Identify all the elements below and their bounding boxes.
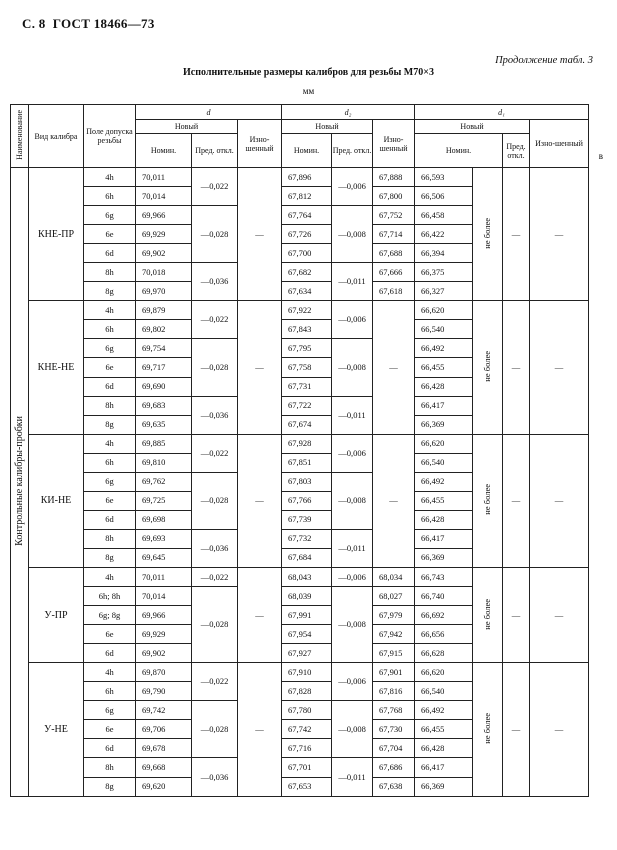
d2-new-header: Новый [282,120,373,134]
d2-worn-cell: — [373,301,415,434]
d2-nominal-cell: 67,726 [282,225,332,244]
tolerance-cell: 8h [84,529,136,548]
d-deviation-cell: —0,036 [192,263,238,301]
tolerance-cell: 6d [84,244,136,263]
tolerance-cell: 6h [84,320,136,339]
d2-nominal-cell: 67,896 [282,168,332,187]
d-nominal-cell: 69,885 [136,434,192,453]
d2-nominal-cell: 67,731 [282,377,332,396]
d2-worn-cell: 67,915 [373,644,415,663]
d1-nominal-cell: 66,369 [415,415,473,434]
d2-nominal-cell: 67,684 [282,548,332,567]
stray-mark: в [598,151,603,161]
d-worn-cell: — [238,301,282,434]
col-type-header: Вид калибра [29,105,84,168]
d-nominal-cell: 69,706 [136,720,192,739]
d1-worn-cell: — [530,567,589,662]
d2-nominal-cell: 67,795 [282,339,332,358]
d2-worn-cell: 67,816 [373,682,415,701]
d-nominal-cell: 69,698 [136,510,192,529]
d2-deviation-header: Пред. откл. [332,134,373,168]
gauge-type: КИ-НЕ [29,434,84,567]
d1-deviation-cell: — [503,301,530,434]
d2-deviation-cell: —0,008 [332,472,373,529]
d2-nominal-cell: 67,851 [282,453,332,472]
d-nominal-cell: 69,693 [136,529,192,548]
gauge-type: КНЕ-НЕ [29,301,84,434]
d2-deviation-cell: —0,011 [332,263,373,301]
d2-worn-cell: 67,901 [373,663,415,682]
tolerance-cell: 6g [84,472,136,491]
d2-nominal-cell: 67,764 [282,206,332,225]
d2-nominal-cell: 67,732 [282,529,332,548]
tolerance-cell: 6g [84,701,136,720]
d-nominal-cell: 69,966 [136,206,192,225]
d1-nominal-cell: 66,428 [415,739,473,758]
d1-deviation-header: Пред. откл. [503,134,530,168]
d-deviation-cell: —0,036 [192,758,238,796]
d1-nominal-cell: 66,455 [415,720,473,739]
d2-worn-cell: — [373,434,415,567]
tolerance-cell: 6g [84,206,136,225]
d2-worn-cell: 68,034 [373,567,415,586]
d2-deviation-cell: —0,011 [332,758,373,796]
d-nominal-cell: 69,929 [136,625,192,644]
tolerance-cell: 4h [84,663,136,682]
tolerance-cell: 6e [84,720,136,739]
d-nominal-cell: 69,802 [136,320,192,339]
d-nominal-cell: 69,742 [136,701,192,720]
d1-nominal-cell: 66,492 [415,472,473,491]
d-nominal-cell: 69,929 [136,225,192,244]
d-nominal-cell: 70,011 [136,168,192,187]
d-deviation-cell: —0,022 [192,567,238,586]
d1-note-cell: не более [473,434,503,567]
d2-worn-cell: 67,768 [373,701,415,720]
d-nominal-cell: 69,810 [136,453,192,472]
d2-nominal-cell: 67,991 [282,606,332,625]
tolerance-cell: 4h [84,301,136,320]
d2-deviation-cell: —0,006 [332,434,373,472]
d1-nominal-cell: 66,740 [415,587,473,606]
continuation-note: Продолжение табл. 3 [495,55,593,66]
col-d-header: d [136,105,282,120]
d2-worn-cell: 67,688 [373,244,415,263]
d-nominal-cell: 69,725 [136,491,192,510]
d-worn-cell: — [238,168,282,301]
d2-nominal-cell: 67,812 [282,187,332,206]
d1-deviation-cell: — [503,168,530,301]
d-nominal-cell: 69,754 [136,339,192,358]
col-d2-header: d₂ [282,105,415,120]
tolerance-cell: 6h [84,682,136,701]
tolerance-cell: 6g [84,339,136,358]
page-number: С. 8 [22,16,46,31]
tolerance-cell: 4h [84,567,136,586]
d2-nominal-cell: 67,682 [282,263,332,282]
table-head [11,105,589,168]
d2-nominal-cell: 67,716 [282,739,332,758]
d-nominal-cell: 70,014 [136,187,192,206]
d1-nominal-header: Номин. [415,134,503,168]
d1-nominal-cell: 66,369 [415,777,473,796]
d-nominal-cell: 69,678 [136,739,192,758]
d-deviation-cell: —0,036 [192,396,238,434]
d-deviation-cell: —0,028 [192,701,238,758]
d1-nominal-cell: 66,455 [415,491,473,510]
d2-deviation-cell: —0,008 [332,587,373,663]
d1-deviation-cell: — [503,434,530,567]
d2-worn-cell: 67,752 [373,206,415,225]
tolerance-cell: 6h [84,187,136,206]
d-deviation-cell: —0,022 [192,434,238,472]
d-deviation-cell: —0,028 [192,472,238,529]
d1-nominal-cell: 66,417 [415,529,473,548]
d2-worn-cell: 67,704 [373,739,415,758]
d-deviation-cell: —0,028 [192,339,238,396]
d-nominal-cell: 69,635 [136,415,192,434]
table-body [11,168,589,797]
tolerance-cell: 6h [84,453,136,472]
d2-worn-cell: 67,618 [373,282,415,301]
d2-nominal-cell: 67,843 [282,320,332,339]
d-deviation-cell: —0,028 [192,206,238,263]
d1-nominal-cell: 66,620 [415,663,473,682]
d2-nominal-cell: 67,803 [282,472,332,491]
tolerance-cell: 4h [84,434,136,453]
d-nominal-cell: 70,011 [136,567,192,586]
d2-nominal-cell: 67,954 [282,625,332,644]
page-header [22,16,155,32]
d1-worn-cell: — [530,168,589,301]
table-row [11,663,589,682]
tolerance-cell: 6d [84,510,136,529]
d2-nominal-cell: 67,739 [282,510,332,529]
d2-nominal-cell: 67,653 [282,777,332,796]
d1-nominal-cell: 66,327 [415,282,473,301]
d1-nominal-cell: 66,458 [415,206,473,225]
d2-worn-cell: 67,800 [373,187,415,206]
d2-nominal-cell: 68,043 [282,567,332,586]
units-label: мм [302,86,315,96]
d-nominal-cell: 69,690 [136,377,192,396]
d2-worn-cell: 67,979 [373,606,415,625]
tolerance-cell: 6e [84,225,136,244]
d2-nominal-cell: 67,910 [282,663,332,682]
d-nominal-cell: 70,014 [136,587,192,606]
d2-nominal-cell: 67,927 [282,644,332,663]
d-worn-cell: — [238,434,282,567]
d1-nominal-cell: 66,455 [415,358,473,377]
d1-nominal-cell: 66,417 [415,396,473,415]
d1-worn-header: Изно-шенный [530,120,589,168]
standard-code: ГОСТ 18466—73 [52,16,155,31]
tolerance-cell: 6e [84,625,136,644]
d2-nominal-cell: 67,742 [282,720,332,739]
d2-nominal-cell: 67,828 [282,682,332,701]
d-new-header: Новый [136,120,238,134]
d1-nominal-cell: 66,375 [415,263,473,282]
tolerance-cell: 8h [84,758,136,777]
d1-nominal-cell: 66,540 [415,453,473,472]
tolerance-cell: 6e [84,491,136,510]
d1-nominal-cell: 66,417 [415,758,473,777]
table-title: Исполнительные размеры калибров для резьбы М70×3 [183,67,434,78]
d2-nominal-cell: 68,039 [282,587,332,606]
d-nominal-cell: 69,970 [136,282,192,301]
d1-new-header: Новый [415,120,530,134]
d2-nominal-cell: 67,928 [282,434,332,453]
d-nominal-cell: 70,018 [136,263,192,282]
tolerance-cell: 6h; 8h [84,587,136,606]
tolerance-cell: 6g; 8g [84,606,136,625]
tolerance-cell: 8g [84,777,136,796]
gauge-type: У-НЕ [29,663,84,796]
d2-nominal-cell: 67,701 [282,758,332,777]
category-label: Контрольные калибры-пробки [11,168,29,797]
d1-nominal-cell: 66,492 [415,339,473,358]
d2-deviation-cell: —0,008 [332,701,373,758]
d2-nominal-cell: 67,634 [282,282,332,301]
tolerance-cell: 6d [84,644,136,663]
d1-nominal-cell: 66,492 [415,701,473,720]
d-nominal-cell: 69,902 [136,244,192,263]
d-deviation-cell: —0,028 [192,587,238,663]
d-nominal-cell: 69,902 [136,644,192,663]
d2-worn-cell: 67,686 [373,758,415,777]
d-nominal-cell: 69,790 [136,682,192,701]
d2-nominal-header: Номин. [282,134,332,168]
d-nominal-cell: 69,620 [136,777,192,796]
d1-nominal-cell: 66,743 [415,567,473,586]
d2-nominal-cell: 67,922 [282,301,332,320]
d2-deviation-cell: —0,008 [332,206,373,263]
table-row [11,168,589,187]
d1-nominal-cell: 66,540 [415,320,473,339]
d2-worn-cell: 67,888 [373,168,415,187]
tolerance-cell: 8h [84,263,136,282]
gauge-type: У-ПР [29,567,84,662]
d1-nominal-cell: 66,620 [415,301,473,320]
d1-nominal-cell: 66,628 [415,644,473,663]
d-deviation-cell: —0,022 [192,663,238,701]
d2-worn-cell: 67,666 [373,263,415,282]
d2-worn-cell: 67,714 [373,225,415,244]
d-deviation-cell: —0,036 [192,529,238,567]
dimensions-table [10,104,589,797]
d2-deviation-cell: —0,011 [332,396,373,434]
d1-nominal-cell: 66,620 [415,434,473,453]
gauge-type: КНЕ-ПР [29,168,84,301]
d2-deviation-cell: —0,006 [332,301,373,339]
d2-deviation-cell: —0,011 [332,529,373,567]
d2-deviation-cell: —0,006 [332,567,373,586]
d1-note-cell: не более [473,168,503,301]
d2-worn-cell: 67,942 [373,625,415,644]
d2-nominal-cell: 67,674 [282,415,332,434]
d1-nominal-cell: 66,428 [415,377,473,396]
table-row [11,434,589,453]
d2-deviation-cell: —0,006 [332,168,373,206]
d-nominal-cell: 69,717 [136,358,192,377]
tolerance-cell: 8h [84,396,136,415]
d-nominal-cell: 69,683 [136,396,192,415]
col-d1-header: d₁ [415,105,589,120]
d1-worn-cell: — [530,301,589,434]
d2-nominal-cell: 67,722 [282,396,332,415]
table-row [11,567,589,586]
d2-nominal-cell: 67,766 [282,491,332,510]
col-tolerance-header: Поле допуска резьбы [84,105,136,168]
d2-worn-cell: 67,638 [373,777,415,796]
tolerance-cell: 6e [84,358,136,377]
d1-deviation-cell: — [503,567,530,662]
d2-worn-cell: 67,730 [373,720,415,739]
d1-note-cell: не более [473,567,503,662]
d1-note-cell: не более [473,301,503,434]
d-deviation-header: Пред. откл. [192,134,238,168]
tolerance-cell: 8g [84,548,136,567]
d1-nominal-cell: 66,540 [415,682,473,701]
d1-nominal-cell: 66,692 [415,606,473,625]
d2-worn-header: Изно-шенный [373,120,415,168]
tolerance-cell: 8g [84,415,136,434]
d2-nominal-cell: 67,700 [282,244,332,263]
d1-worn-cell: — [530,663,589,796]
d1-nominal-cell: 66,428 [415,510,473,529]
d1-nominal-cell: 66,394 [415,244,473,263]
tolerance-cell: 6d [84,377,136,396]
tolerance-cell: 4h [84,168,136,187]
d-nominal-cell: 69,870 [136,663,192,682]
d-worn-header: Изно-шенный [238,120,282,168]
d1-note-cell: не более [473,663,503,796]
col-name-header: Наименование [11,105,29,168]
d2-nominal-cell: 67,758 [282,358,332,377]
d-nominal-cell: 69,966 [136,606,192,625]
d-deviation-cell: —0,022 [192,168,238,206]
d-worn-cell: — [238,567,282,662]
d1-nominal-cell: 66,656 [415,625,473,644]
d2-deviation-cell: —0,006 [332,663,373,701]
d1-nominal-cell: 66,506 [415,187,473,206]
d1-nominal-cell: 66,369 [415,548,473,567]
d-nominal-cell: 69,645 [136,548,192,567]
d-nominal-cell: 69,762 [136,472,192,491]
tolerance-cell: 6d [84,739,136,758]
table-row [11,301,589,320]
d2-nominal-cell: 67,780 [282,701,332,720]
d2-deviation-cell: —0,008 [332,339,373,396]
tolerance-cell: 8g [84,282,136,301]
d-worn-cell: — [238,663,282,796]
d1-deviation-cell: — [503,663,530,796]
d-deviation-cell: —0,022 [192,301,238,339]
d1-worn-cell: — [530,434,589,567]
d1-nominal-cell: 66,593 [415,168,473,187]
d2-worn-cell: 68,027 [373,587,415,606]
d-nominal-header: Номин. [136,134,192,168]
d-nominal-cell: 69,668 [136,758,192,777]
d-nominal-cell: 69,879 [136,301,192,320]
d1-nominal-cell: 66,422 [415,225,473,244]
